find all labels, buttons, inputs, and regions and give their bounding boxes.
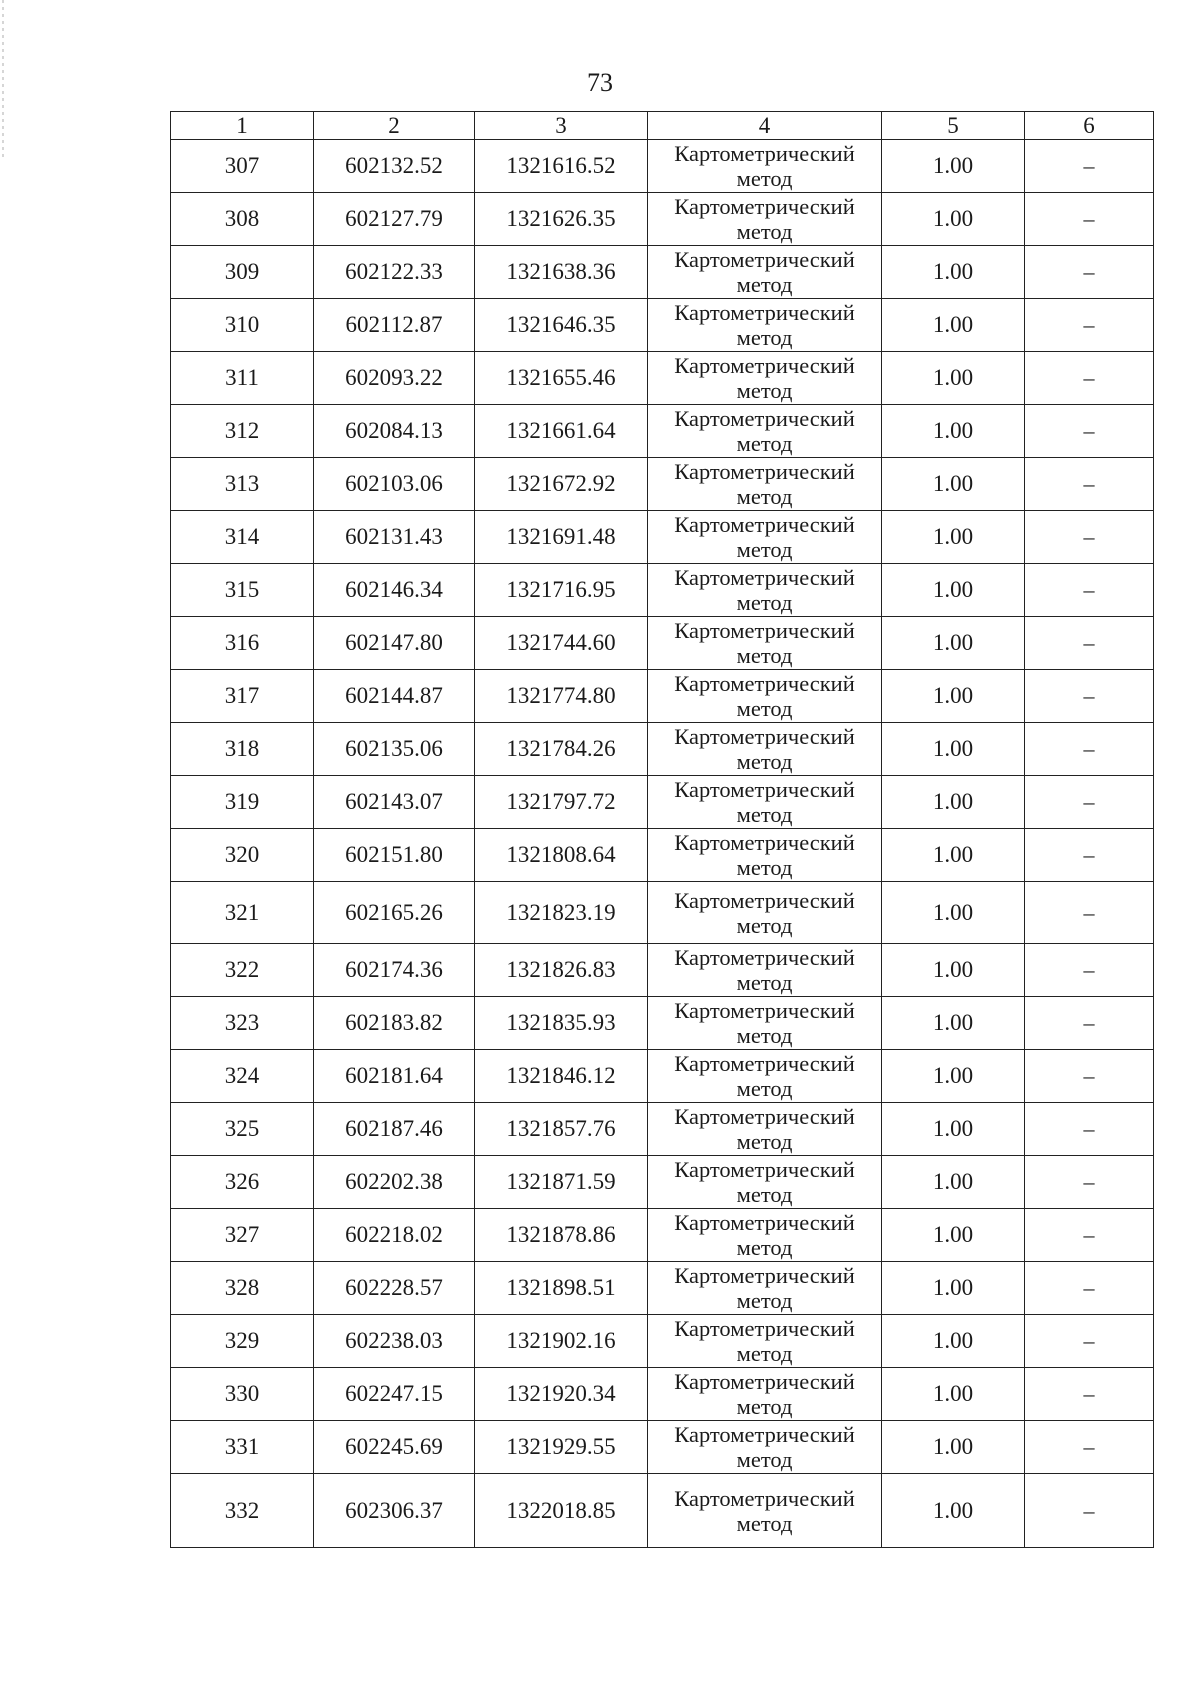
method-line: Картометрический [674,1485,855,1511]
method-cell [648,829,882,882]
method-line: метод [736,537,793,562]
y-coordinate-cell: 1321878.86 [475,1209,648,1262]
accuracy-cell: 1.00 [882,1421,1025,1474]
x-coordinate-cell: 602147.80 [314,617,475,670]
method-cell [648,458,882,511]
method-cell [648,1368,882,1421]
x-coordinate-cell: 602181.64 [314,1050,475,1103]
column-header: 4 [648,112,882,140]
table-row [171,1050,1154,1103]
x-coordinate-cell: 602218.02 [314,1209,475,1262]
accuracy-cell: 1.00 [882,140,1025,193]
method-line: Картометрический [674,353,855,378]
table-row [171,140,1154,193]
method-cell [648,352,882,405]
table-row [171,723,1154,776]
y-coordinate-cell: 1321655.46 [475,352,648,405]
note-cell: – [1025,352,1154,405]
method-cell [648,511,882,564]
point-number-cell: 317 [171,670,314,723]
method-cell [648,405,882,458]
x-coordinate-cell: 602084.13 [314,405,475,458]
table-row [171,1421,1154,1474]
accuracy-cell: 1.00 [882,997,1025,1050]
method-cell [648,997,882,1050]
note-cell: – [1025,944,1154,997]
accuracy-cell: 1.00 [882,723,1025,776]
point-number-cell: 308 [171,193,314,246]
accuracy-cell: 1.00 [882,458,1025,511]
accuracy-cell: 1.00 [882,1368,1025,1421]
y-coordinate-cell: 1321835.93 [475,997,648,1050]
method-line: Картометрический [674,459,855,484]
note-cell: – [1025,1050,1154,1103]
method-line: метод [736,166,793,191]
point-number-cell: 310 [171,299,314,352]
point-number-cell: 311 [171,352,314,405]
point-number-cell: 321 [171,882,314,944]
y-coordinate-cell: 1321797.72 [475,776,648,829]
note-cell: – [1025,405,1154,458]
accuracy-cell: 1.00 [882,1474,1025,1548]
y-coordinate-cell: 1322018.85 [475,1474,648,1548]
note-cell: – [1025,140,1154,193]
note-cell: – [1025,723,1154,776]
point-number-cell: 315 [171,564,314,617]
point-number-cell: 326 [171,1156,314,1209]
method-cell [648,1050,882,1103]
method-line: метод [736,1394,793,1419]
x-coordinate-cell: 602103.06 [314,458,475,511]
method-line: Картометрический [674,1316,855,1341]
method-line: Картометрический [674,1157,855,1182]
x-coordinate-cell: 602132.52 [314,140,475,193]
method-cell [648,723,882,776]
method-line: метод [736,1076,793,1101]
y-coordinate-cell: 1321784.26 [475,723,648,776]
table-row [171,944,1154,997]
y-coordinate-cell: 1321691.48 [475,511,648,564]
y-coordinate-cell: 1321716.95 [475,564,648,617]
point-number-cell: 329 [171,1315,314,1368]
method-line: Картометрический [674,141,855,166]
accuracy-cell: 1.00 [882,246,1025,299]
table-row [171,193,1154,246]
method-line: метод [736,378,793,403]
method-cell [648,246,882,299]
x-coordinate-cell: 602093.22 [314,352,475,405]
table-row [171,511,1154,564]
method-line: Картометрический [674,671,855,696]
method-line: Картометрический [674,512,855,537]
point-number-cell: 323 [171,997,314,1050]
method-line: метод [736,219,793,244]
table-header-row [171,112,1154,140]
method-line: метод [736,484,793,509]
table-row [171,1103,1154,1156]
method-cell [648,670,882,723]
method-line: Картометрический [674,1051,855,1076]
accuracy-cell: 1.00 [882,352,1025,405]
note-cell: – [1025,1103,1154,1156]
y-coordinate-cell: 1321823.19 [475,882,648,944]
table-row [171,670,1154,723]
y-coordinate-cell: 1321929.55 [475,1421,648,1474]
y-coordinate-cell: 1321774.80 [475,670,648,723]
method-line: метод [736,970,793,995]
method-cell [648,193,882,246]
method-line: Картометрический [674,1104,855,1129]
note-cell: – [1025,776,1154,829]
accuracy-cell: 1.00 [882,882,1025,944]
method-line: метод [736,1129,793,1154]
note-cell: – [1025,829,1154,882]
column-header: 3 [475,112,648,140]
note-cell: – [1025,1209,1154,1262]
method-line: метод [736,643,793,668]
accuracy-cell: 1.00 [882,617,1025,670]
accuracy-cell: 1.00 [882,193,1025,246]
y-coordinate-cell: 1321626.35 [475,193,648,246]
note-cell: – [1025,511,1154,564]
note-cell: – [1025,617,1154,670]
method-line: Картометрический [674,247,855,272]
table-row [171,617,1154,670]
y-coordinate-cell: 1321661.64 [475,405,648,458]
method-line: Картометрический [674,887,855,913]
table-row [171,405,1154,458]
method-cell [648,140,882,193]
accuracy-cell: 1.00 [882,1315,1025,1368]
x-coordinate-cell: 602122.33 [314,246,475,299]
point-number-cell: 320 [171,829,314,882]
x-coordinate-cell: 602131.43 [314,511,475,564]
x-coordinate-cell: 602228.57 [314,1262,475,1315]
point-number-cell: 318 [171,723,314,776]
x-coordinate-cell: 602187.46 [314,1103,475,1156]
method-line: Картометрический [674,724,855,749]
y-coordinate-cell: 1321920.34 [475,1368,648,1421]
accuracy-cell: 1.00 [882,511,1025,564]
point-number-cell: 324 [171,1050,314,1103]
method-cell [648,1315,882,1368]
point-number-cell: 314 [171,511,314,564]
method-cell [648,564,882,617]
table-row [171,997,1154,1050]
table-row [171,1474,1154,1548]
x-coordinate-cell: 602247.15 [314,1368,475,1421]
x-coordinate-cell: 602144.87 [314,670,475,723]
point-number-cell: 316 [171,617,314,670]
x-coordinate-cell: 602165.26 [314,882,475,944]
table-row [171,1315,1154,1368]
point-number-cell: 332 [171,1474,314,1548]
method-line: метод [736,1182,793,1207]
method-line: метод [736,590,793,615]
method-line: метод [736,802,793,827]
note-cell: – [1025,882,1154,944]
accuracy-cell: 1.00 [882,1103,1025,1156]
x-coordinate-cell: 602202.38 [314,1156,475,1209]
note-cell: – [1025,1315,1154,1368]
x-coordinate-cell: 602143.07 [314,776,475,829]
note-cell: – [1025,299,1154,352]
method-line: Картометрический [674,777,855,802]
note-cell: – [1025,1368,1154,1421]
point-number-cell: 312 [171,405,314,458]
method-line: Картометрический [674,998,855,1023]
method-line: Картометрический [674,1369,855,1394]
method-line: метод [736,1288,793,1313]
x-coordinate-cell: 602146.34 [314,564,475,617]
point-number-cell: 328 [171,1262,314,1315]
y-coordinate-cell: 1321871.59 [475,1156,648,1209]
method-line: Картометрический [674,300,855,325]
point-number-cell: 327 [171,1209,314,1262]
method-cell [648,1209,882,1262]
page-number: 73 [587,68,613,97]
method-cell [648,882,882,944]
point-number-cell: 322 [171,944,314,997]
column-header: 6 [1025,112,1154,140]
note-cell: – [1025,1156,1154,1209]
accuracy-cell: 1.00 [882,299,1025,352]
point-number-cell: 313 [171,458,314,511]
y-coordinate-cell: 1321646.35 [475,299,648,352]
method-cell [648,944,882,997]
note-cell: – [1025,246,1154,299]
y-coordinate-cell: 1321672.92 [475,458,648,511]
method-cell [648,1103,882,1156]
y-coordinate-cell: 1321808.64 [475,829,648,882]
method-line: метод [736,1235,793,1260]
column-header: 2 [314,112,475,140]
method-line: метод [736,855,793,880]
method-line: Картометрический [674,618,855,643]
coordinates-table [170,111,1154,1548]
method-cell [648,617,882,670]
method-line: метод [736,431,793,456]
note-cell: – [1025,458,1154,511]
method-line: Картометрический [674,1210,855,1235]
note-cell: – [1025,1474,1154,1548]
table-row [171,458,1154,511]
column-header: 1 [171,112,314,140]
method-cell [648,1262,882,1315]
y-coordinate-cell: 1321638.36 [475,246,648,299]
point-number-cell: 307 [171,140,314,193]
method-cell [648,1156,882,1209]
method-line: метод [736,696,793,721]
table-body [171,140,1154,1548]
method-line: метод [736,1510,793,1536]
x-coordinate-cell: 602112.87 [314,299,475,352]
table-row [171,1368,1154,1421]
y-coordinate-cell: 1321857.76 [475,1103,648,1156]
y-coordinate-cell: 1321744.60 [475,617,648,670]
method-line: Картометрический [674,945,855,970]
table-row [171,1262,1154,1315]
table-row [171,246,1154,299]
accuracy-cell: 1.00 [882,1209,1025,1262]
column-header: 5 [882,112,1025,140]
method-line: метод [736,1023,793,1048]
table-row [171,1156,1154,1209]
accuracy-cell: 1.00 [882,776,1025,829]
method-line: Картометрический [674,1422,855,1447]
method-line: метод [736,1447,793,1472]
y-coordinate-cell: 1321846.12 [475,1050,648,1103]
point-number-cell: 331 [171,1421,314,1474]
y-coordinate-cell: 1321826.83 [475,944,648,997]
accuracy-cell: 1.00 [882,670,1025,723]
point-number-cell: 325 [171,1103,314,1156]
method-line: метод [736,912,793,938]
note-cell: – [1025,997,1154,1050]
method-cell [648,1474,882,1548]
x-coordinate-cell: 602306.37 [314,1474,475,1548]
accuracy-cell: 1.00 [882,944,1025,997]
accuracy-cell: 1.00 [882,1050,1025,1103]
x-coordinate-cell: 602245.69 [314,1421,475,1474]
method-line: Картометрический [674,565,855,590]
note-cell: – [1025,193,1154,246]
point-number-cell: 330 [171,1368,314,1421]
method-line: метод [736,749,793,774]
method-line: Картометрический [674,194,855,219]
table-row [171,564,1154,617]
x-coordinate-cell: 602151.80 [314,829,475,882]
accuracy-cell: 1.00 [882,1156,1025,1209]
method-cell [648,299,882,352]
y-coordinate-cell: 1321616.52 [475,140,648,193]
table-row [171,776,1154,829]
accuracy-cell: 1.00 [882,1262,1025,1315]
x-coordinate-cell: 602174.36 [314,944,475,997]
accuracy-cell: 1.00 [882,564,1025,617]
note-cell: – [1025,1262,1154,1315]
method-line: Картометрический [674,1263,855,1288]
note-cell: – [1025,670,1154,723]
table-row [171,299,1154,352]
method-line: Картометрический [674,830,855,855]
table-row [171,829,1154,882]
point-number-cell: 309 [171,246,314,299]
method-cell [648,1421,882,1474]
point-number-cell: 319 [171,776,314,829]
method-line: метод [736,325,793,350]
table-row [171,882,1154,944]
accuracy-cell: 1.00 [882,405,1025,458]
accuracy-cell: 1.00 [882,829,1025,882]
x-coordinate-cell: 602135.06 [314,723,475,776]
y-coordinate-cell: 1321898.51 [475,1262,648,1315]
y-coordinate-cell: 1321902.16 [475,1315,648,1368]
table-row [171,352,1154,405]
method-line: метод [736,272,793,297]
method-line: Картометрический [674,406,855,431]
note-cell: – [1025,564,1154,617]
method-cell [648,776,882,829]
x-coordinate-cell: 602238.03 [314,1315,475,1368]
x-coordinate-cell: 602127.79 [314,193,475,246]
table-row [171,1209,1154,1262]
method-line: метод [736,1341,793,1366]
note-cell: – [1025,1421,1154,1474]
x-coordinate-cell: 602183.82 [314,997,475,1050]
